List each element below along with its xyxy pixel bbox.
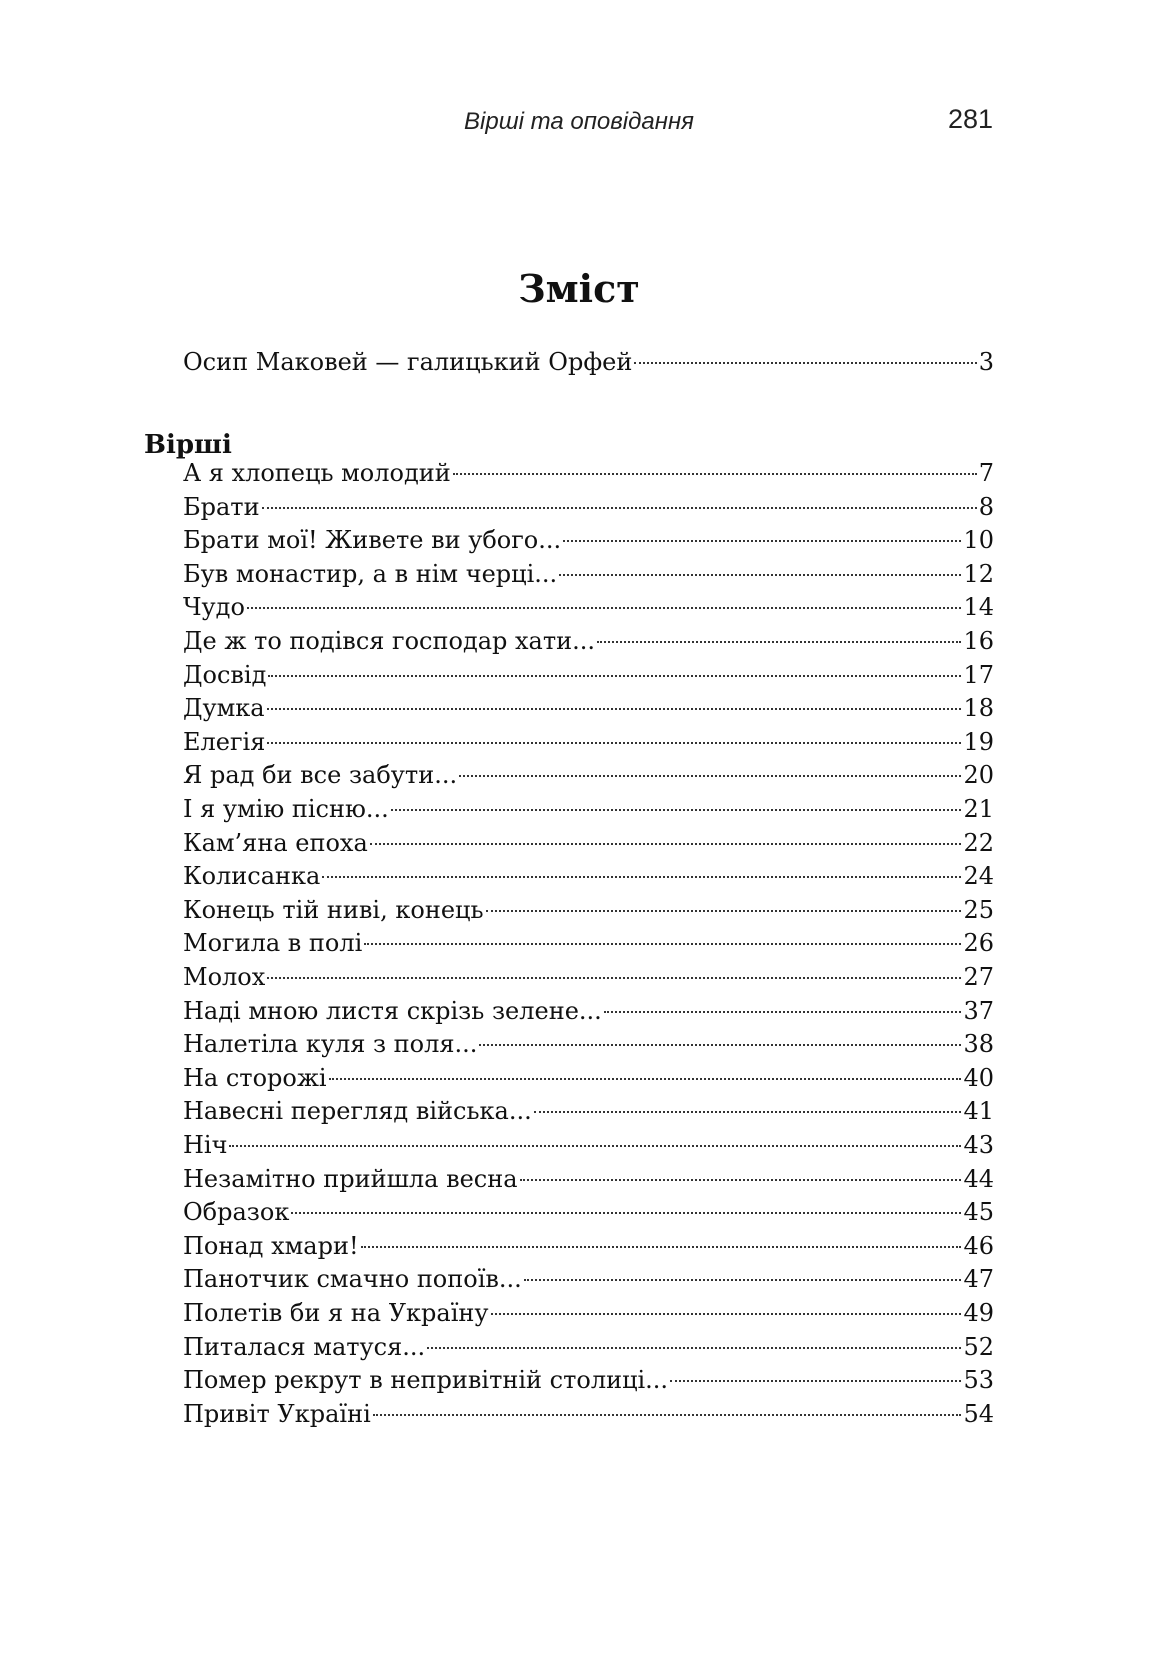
dot-leader [229, 1145, 961, 1147]
toc-entry [183, 456, 994, 490]
toc-entry-title: Панотчик смачно попоїв... [183, 1265, 522, 1294]
dot-leader [370, 843, 962, 845]
dot-leader [262, 507, 977, 509]
toc-entry-page: 26 [963, 929, 994, 958]
dot-leader [322, 876, 961, 878]
toc-entry [183, 691, 994, 725]
toc-entry-page: 24 [963, 862, 994, 891]
toc-entry-title: Молох [183, 963, 266, 991]
dot-leader [247, 607, 962, 609]
toc-entry-title: Я рад би все забути... [183, 761, 458, 790]
toc-entry-page: 49 [963, 1299, 994, 1327]
toc-entry [183, 1128, 994, 1162]
toc-entry [183, 557, 994, 591]
dot-leader [520, 1179, 962, 1181]
toc-entry-page: 20 [963, 761, 994, 790]
dot-leader [563, 540, 961, 542]
toc-entry-page: 44 [963, 1164, 994, 1193]
dot-leader [427, 1347, 961, 1349]
toc-entry [183, 523, 994, 557]
toc-entry [183, 725, 994, 759]
dot-leader [291, 1212, 961, 1214]
dot-leader [453, 473, 977, 475]
toc-entry-page: 38 [963, 1030, 994, 1059]
toc-entry-title: Помер рекрут в непривітній столиці... [183, 1366, 669, 1395]
toc-entry-page: 17 [963, 660, 994, 689]
toc-entry-page: 14 [963, 593, 994, 622]
toc-entry [183, 926, 994, 960]
toc-entry-title: Брати [183, 492, 260, 521]
toc-entry-page: 52 [963, 1332, 994, 1361]
toc-entry-title: Налетіла куля з поля... [183, 1030, 478, 1059]
toc-entry-title: Осип Маковей — галицький Орфей [183, 348, 633, 376]
toc-entry-title: А я хлопець молодий [183, 459, 451, 487]
toc-entry [183, 490, 994, 524]
toc-entry-page: 27 [963, 963, 994, 991]
toc-entry-title: Брати мої! Живете ви убого... [183, 526, 562, 555]
toc-entry-page: 41 [963, 1097, 994, 1126]
toc-entry-page: 53 [963, 1366, 994, 1395]
toc-entry [183, 859, 994, 893]
toc-entry-page: 18 [963, 694, 994, 723]
toc-entry-page: 37 [963, 996, 994, 1025]
dot-leader [479, 1044, 961, 1046]
dot-leader [486, 910, 962, 912]
toc-entry-title: Думка [183, 694, 265, 723]
toc-entry [183, 1027, 994, 1061]
dot-leader [364, 943, 961, 945]
toc-entry-page: 7 [978, 459, 994, 487]
toc-entry [183, 1397, 994, 1431]
dot-leader [361, 1246, 962, 1248]
dot-leader [534, 1111, 962, 1113]
dot-leader [524, 1279, 962, 1281]
toc-entry [183, 792, 994, 826]
toc-entry-title: Полетів би я на Україну [183, 1299, 489, 1327]
toc-entry-title: Могила в полі [183, 929, 363, 958]
toc-entry [183, 1162, 994, 1196]
toc-entry-title: Конець тій ниві, конець [183, 895, 484, 924]
toc-entry-page: 16 [963, 627, 994, 655]
toc-entry-page: 21 [963, 795, 994, 823]
toc-entry [183, 1061, 994, 1095]
toc-entry-title: Де ж то подівся господар хати... [183, 627, 596, 655]
page-title: Зміст [518, 266, 640, 311]
toc-entry-page: 12 [963, 559, 994, 588]
toc-entry [183, 1296, 994, 1330]
toc-entry-title: Ніч [183, 1131, 228, 1159]
dot-leader [267, 708, 962, 710]
toc-entry-title: І я умію пісню... [183, 795, 389, 823]
section-heading: Вірші [144, 430, 232, 460]
toc-entry [183, 1094, 994, 1128]
page-number: 281 [947, 104, 993, 134]
toc-entry-page: 46 [963, 1231, 994, 1260]
toc-entry-title: Чудо [183, 593, 245, 622]
toc-entry [183, 1262, 994, 1296]
toc-entry-title: Понад хмари! [183, 1231, 359, 1260]
toc-entry [183, 960, 994, 994]
toc-entry-page: 40 [963, 1063, 994, 1092]
toc-entry-page: 43 [963, 1131, 994, 1159]
toc-entry-title: Привіт Україні [183, 1399, 371, 1428]
dot-leader [267, 977, 961, 979]
dot-leader [559, 574, 961, 576]
toc-entry-title: Досвід [183, 660, 267, 689]
toc-entry-page: 22 [963, 828, 994, 857]
running-title: Вірші та оповідання [464, 108, 694, 135]
toc-entry-title: Наді мною листя скрізь зелене... [183, 996, 602, 1025]
toc-entry [183, 893, 994, 927]
toc-entry-title: Питалася матуся... [183, 1332, 426, 1361]
toc-entry-page: 8 [978, 492, 994, 521]
toc-entry-page: 47 [963, 1265, 994, 1294]
dot-leader [373, 1414, 962, 1416]
toc-entry [183, 994, 994, 1028]
toc-entry [183, 826, 994, 860]
toc-entry-title: На сторожі [183, 1063, 327, 1092]
dot-leader [391, 809, 962, 811]
toc-entry-title: Навесні перегляд війська... [183, 1097, 532, 1126]
toc-entry [183, 590, 994, 624]
toc-entry-title: Колисанка [183, 862, 321, 891]
toc-entry [183, 624, 994, 658]
toc-entry-page: 25 [963, 895, 994, 924]
toc-entry-title: Незамітно прийшла весна [183, 1164, 518, 1193]
toc-entry [183, 1363, 994, 1397]
dot-leader [459, 775, 961, 777]
toc-entry-page: 54 [963, 1399, 994, 1428]
toc-entry [183, 758, 994, 792]
toc-entry-title: Елегія [183, 727, 266, 756]
toc-entry-page: 19 [963, 727, 994, 756]
toc-entry [183, 1229, 994, 1263]
running-header [0, 104, 1158, 148]
dot-leader [670, 1380, 961, 1382]
toc-entry-page: 45 [963, 1198, 994, 1227]
toc-entry [183, 658, 994, 692]
dot-leader [491, 1313, 962, 1315]
toc-entry [183, 1330, 994, 1364]
toc-entry-title: Кам’яна епоха [183, 828, 368, 857]
toc-entry-title: Був монастир, а в нім черці... [183, 559, 558, 588]
toc-entry-intro [183, 345, 994, 379]
dot-leader [634, 362, 976, 364]
dot-leader [329, 1078, 962, 1080]
dot-leader [597, 641, 961, 643]
toc-entry-page: 3 [978, 348, 994, 376]
toc-entry-page: 10 [963, 526, 994, 555]
dot-leader [604, 1011, 962, 1013]
dot-leader [267, 742, 961, 744]
toc-entry-title: Образок [183, 1198, 290, 1227]
toc-entry [183, 1195, 994, 1229]
dot-leader [268, 675, 961, 677]
